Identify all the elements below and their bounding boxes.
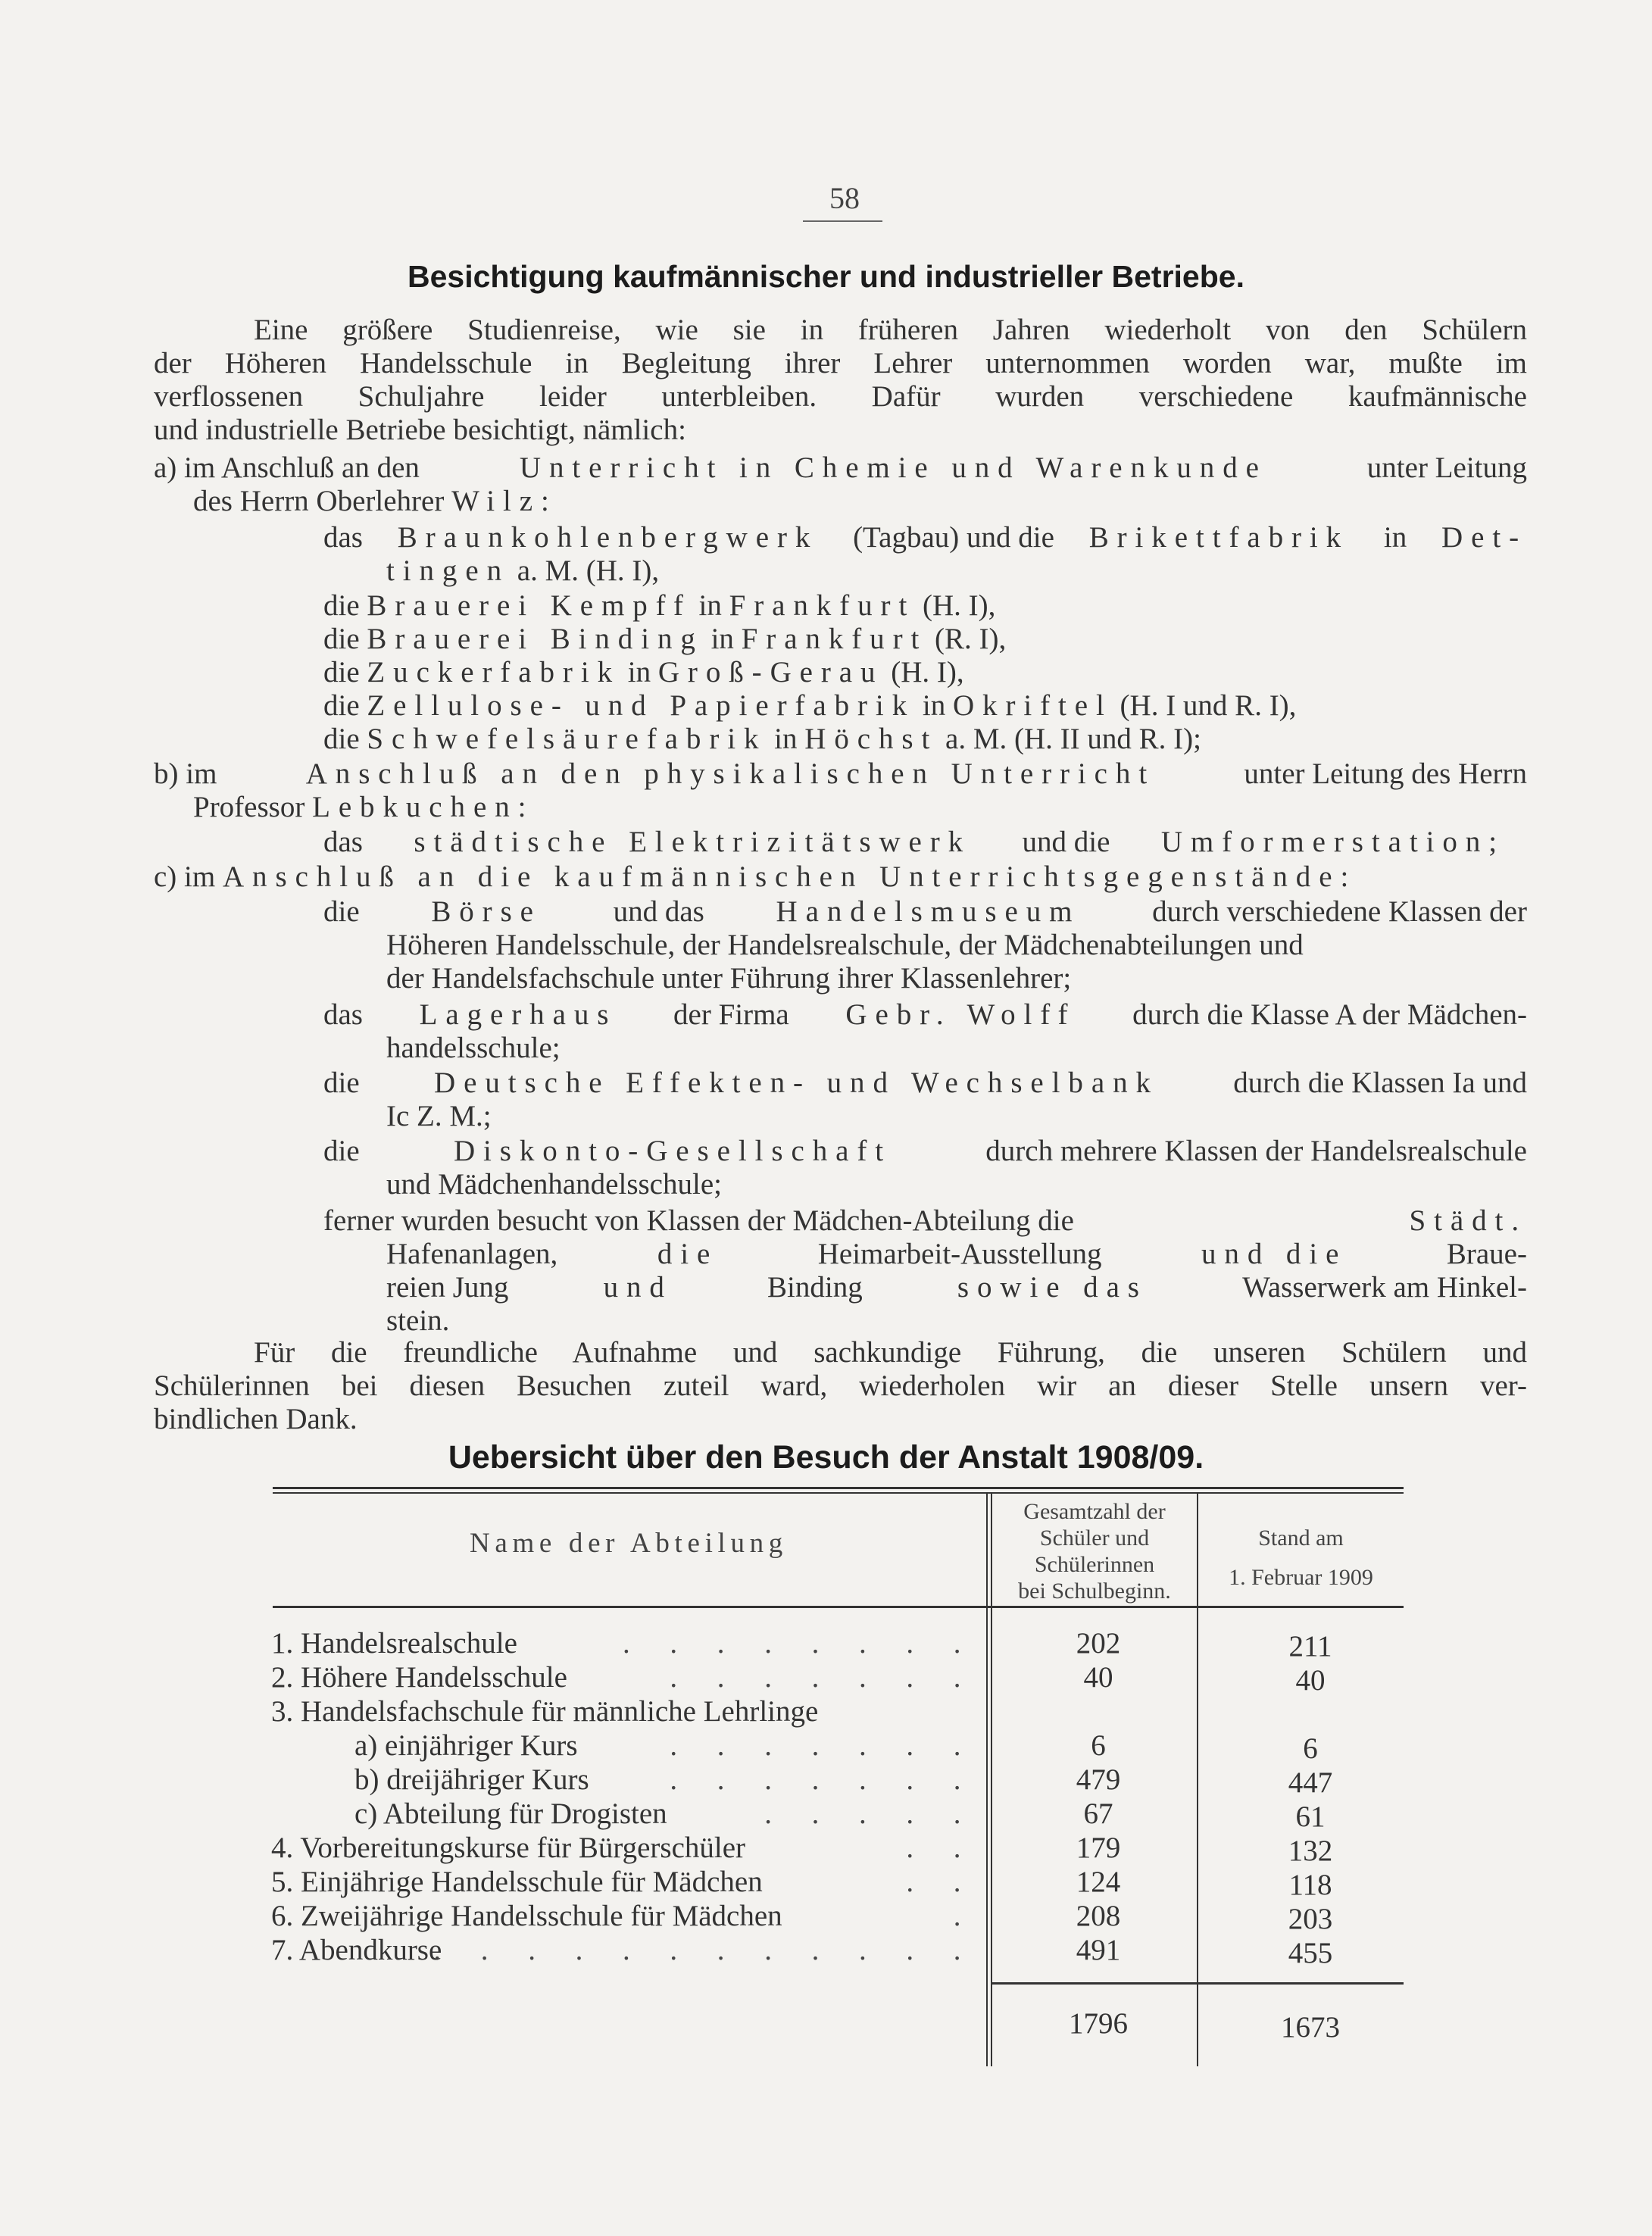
table-cell-start-count: 491 — [1076, 1934, 1121, 1966]
spaced-name: sowie das — [957, 1271, 1148, 1304]
section-b-subject: Anschluß an den physikalischen Unterricht — [305, 757, 1156, 790]
text-segment: das — [323, 998, 363, 1031]
text-segment: Wasserwerk am Hinkel- — [1242, 1271, 1527, 1304]
table-row-leader-dots: . . — [906, 1866, 977, 1898]
item-post: a. M. (H. I), — [517, 554, 660, 587]
text-segment: und Mädchenhandelsschule; — [386, 1168, 722, 1201]
section-c-item-line — [323, 1066, 1527, 1100]
text-segment: die — [323, 1135, 360, 1167]
text-segment: handelsschule; — [386, 1032, 561, 1064]
text-segment: Braue- — [1446, 1238, 1527, 1270]
section-a-item-6 — [323, 723, 1201, 756]
item-name: Brauerei Binding — [367, 623, 704, 655]
item-place: Höchst — [804, 723, 938, 755]
table-row-label: 2. Höhere Handelsschule — [271, 1661, 567, 1694]
spaced-name: Diskonto-Gesellschaft — [453, 1135, 892, 1167]
item-pre: das — [323, 826, 363, 858]
table-row-label: 6. Zweijährige Handelsschule für Mädchen — [271, 1900, 782, 1932]
table-row-label: 4. Vorbereitungskurse für Bürgerschüler — [271, 1832, 746, 1864]
item-post: (H. I), — [891, 656, 964, 689]
table-row-leader-dots: . . . . . . . . — [623, 1627, 977, 1660]
item-post: (R. I), — [935, 623, 1007, 655]
section-a-item-5 — [323, 689, 1296, 723]
col2-header-line: Gesamtzahl der — [1023, 1499, 1166, 1524]
table-row-leader-dots: . . . . . — [764, 1797, 977, 1830]
table-cell-feb-count: 6 — [1303, 1732, 1318, 1765]
item-post: in — [1383, 521, 1407, 554]
table-row-leader-dots: . — [953, 1900, 977, 1932]
table-cell-start-count: 6 — [1091, 1729, 1106, 1762]
section-b-teacher: Lebkuchen: — [312, 791, 535, 823]
text-segment: durch die Klassen Ia und — [1233, 1066, 1527, 1099]
page-number-rule — [803, 220, 882, 222]
section-c-item-line — [386, 1271, 1527, 1304]
section-a-subject: Unterricht in Chemie und Warenkunde — [519, 451, 1267, 484]
item-name-2: Brikettfabrik — [1088, 521, 1350, 554]
section-c-item-line — [323, 895, 1527, 929]
text-segment: ferner wurden besucht von Klassen der Mädchen-Abteilung die — [323, 1204, 1074, 1237]
text-segment: die — [323, 1066, 360, 1099]
closing-line-1: Für die freundliche Aufnahme und sachkundige Führung, die unseren Schülern und — [254, 1336, 1527, 1369]
text-segment: Höheren Handelsschule, der Handelsrealschule, der Mädchenabteilungen und — [386, 929, 1304, 961]
item-mid: in — [922, 689, 946, 722]
item-mid: in — [710, 623, 734, 655]
section-a-pre: a) im Anschluß an den — [154, 451, 420, 484]
section-c-item-line — [386, 1168, 722, 1201]
table-cell-start-count: 208 — [1076, 1900, 1121, 1932]
table-top-rule-2 — [273, 1492, 1404, 1494]
item-pre: die — [323, 723, 360, 755]
text-segment: der Firma — [673, 998, 789, 1031]
table-cell-start-count: 202 — [1076, 1627, 1121, 1660]
section-a-line-2 — [193, 485, 557, 518]
table-cell-start-count: 179 — [1076, 1832, 1121, 1864]
section-b-post: unter Leitung des Herrn — [1244, 757, 1527, 790]
section-b-line-1 — [154, 757, 1527, 791]
section-c-item-line — [386, 929, 1527, 962]
text-segment: Binding — [767, 1271, 863, 1304]
item-post: (H. I), — [922, 589, 996, 622]
table-title: Uebersicht über den Besuch der Anstalt 1908/09. — [448, 1439, 1204, 1476]
item-name: Braunkohlenbergwerk — [397, 521, 819, 554]
col-rule-1a — [986, 1494, 988, 2066]
table-cell-feb-count: 455 — [1288, 1937, 1333, 1969]
section-c-item-line — [386, 1304, 449, 1338]
item-mid: in — [774, 723, 798, 755]
table-cell-start-count: 124 — [1076, 1866, 1121, 1898]
item-pre: die — [323, 623, 360, 655]
spaced-name: Städt. — [1409, 1204, 1527, 1237]
table-cell-start-count: 479 — [1076, 1763, 1121, 1796]
text-segment: durch mehrere Klassen der Handelsrealschule — [985, 1135, 1527, 1167]
section-a-item-4 — [323, 656, 964, 689]
table-row-label: 3. Handelsfachschule für männliche Lehrlinge — [271, 1695, 819, 1728]
table-cell-feb-count: 118 — [1288, 1869, 1332, 1901]
text-segment: durch die Klasse A der Mädchen- — [1132, 998, 1527, 1031]
table-row-label: a) einjähriger Kurs — [354, 1729, 578, 1762]
table-row-label: 5. Einjährige Handelsschule für Mädchen — [271, 1866, 763, 1898]
section-c-pre: c) im — [154, 860, 216, 893]
item-mid: und die — [1022, 826, 1110, 858]
item-name: städtische Elektrizitätswerk — [414, 826, 972, 858]
item-place: tingen — [386, 554, 511, 587]
section-a-item-1-cont — [386, 554, 659, 588]
section-b-teacher-pre: Professor — [193, 791, 305, 823]
spaced-name: Lagerhaus — [419, 998, 617, 1031]
table-cell-feb-count: 132 — [1288, 1835, 1333, 1867]
spaced-name: und — [603, 1271, 673, 1304]
section-a-line-1 — [154, 451, 1527, 485]
item-place: Frankfurt — [741, 623, 928, 655]
intro-line-4: und industrielle Betriebe besichtigt, nämlich: — [154, 414, 686, 446]
col-header-stand — [1198, 1519, 1404, 1597]
section-c-item-line — [323, 998, 1527, 1032]
closing-line-3: bindlichen Dank. — [154, 1403, 358, 1435]
table-cell-start-count: 67 — [1083, 1797, 1113, 1830]
col-header-name: Name der Abteilung — [470, 1528, 788, 1559]
item-name: Zuckerfabrik — [367, 656, 620, 689]
section-c-item-line — [386, 1238, 1527, 1271]
section-heading-visits: Besichtigung kaufmännischer und industrieller Betriebe. — [408, 259, 1244, 294]
table-row-label: b) dreijähriger Kurs — [354, 1763, 589, 1796]
item-pre: die — [323, 656, 360, 689]
section-c-item-line — [323, 1204, 1527, 1238]
spaced-name: Deutsche Effekten- und Wechselbank — [434, 1066, 1159, 1099]
text-segment: stein. — [386, 1304, 450, 1337]
section-a-item-1 — [323, 521, 1527, 554]
text-segment: Ic Z. M.; — [386, 1100, 492, 1132]
section-b-line-2 — [193, 791, 534, 824]
section-b-pre: b) im — [154, 757, 217, 790]
table-top-rule — [273, 1487, 1404, 1489]
table-cell-feb-count: 447 — [1288, 1766, 1333, 1799]
header-bottom-rule — [273, 1606, 1404, 1608]
item-pre: die — [323, 589, 360, 622]
item-post: (H. I und R. I), — [1120, 689, 1297, 722]
spaced-name: Gebr. Wolff — [845, 998, 1076, 1031]
spaced-name: und die — [1201, 1238, 1348, 1270]
total-value-start: 1796 — [1069, 2007, 1128, 2040]
item-pre: die — [323, 689, 360, 722]
item-place: Det- — [1441, 521, 1527, 554]
section-c-subject: Anschluß an die kaufmännischen Unterrichtsgegenstände: — [222, 860, 1357, 893]
intro-line-1: Eine größere Studienreise, wie sie in früheren Jahren wiederholt von den Schülern — [254, 314, 1527, 346]
table-cell-feb-count: 61 — [1295, 1800, 1326, 1833]
section-c-item-line — [323, 1135, 1527, 1168]
text-segment: Heimarbeit-Ausstellung — [817, 1238, 1102, 1270]
col2-header-line: bei Schulbeginn. — [1018, 1579, 1171, 1604]
text-segment: und das — [613, 895, 704, 928]
total-value-feb: 1673 — [1281, 2011, 1340, 2044]
intro-line-3: verflossenen Schuljahre leider unterbleiben. Dafür wurden verschiedene kaufmännische — [154, 380, 1527, 413]
section-a-item-3 — [323, 623, 1006, 656]
text-segment: der Handelsfachschule unter Führung ihrer Klassenlehrer; — [386, 962, 1072, 995]
col2-header-line: Schüler und — [1039, 1526, 1150, 1551]
table-cell-feb-count: 211 — [1288, 1630, 1332, 1663]
spaced-name: die — [657, 1238, 719, 1270]
table-cell-start-count: 40 — [1083, 1661, 1113, 1694]
item-place: Frankfurt — [729, 589, 916, 622]
item-post: a. M. (H. II und R. I); — [945, 723, 1201, 755]
table-row-label: 1. Handelsrealschule — [271, 1627, 517, 1660]
col3-header-line: 1. Februar 1909 — [1229, 1565, 1373, 1590]
total-rule — [992, 1982, 1404, 1985]
table-cell-feb-count: 40 — [1295, 1664, 1326, 1697]
table-row-leader-dots: . . . . . . . — [670, 1729, 977, 1762]
item-mid: (Tagbau) und die — [853, 521, 1054, 554]
item-name: Brauerei Kempff — [367, 589, 692, 622]
item-pre: das — [323, 521, 363, 554]
section-c-item-line — [386, 1100, 492, 1133]
item-name-2: Umformerstation; — [1160, 826, 1505, 858]
item-place: Okriftel — [952, 689, 1113, 722]
table-cell-feb-count: 203 — [1288, 1903, 1333, 1935]
col3-header-line: Stand am — [1258, 1526, 1344, 1551]
text-segment: durch verschiedene Klassen der — [1152, 895, 1527, 928]
spaced-name: Börse — [431, 895, 542, 928]
intro-line-2: der Höheren Handelsschule in Begleitung ihrer Lehrer unternommen worden war, mußte im — [154, 347, 1527, 379]
table-row-label: c) Abteilung für Drogisten — [354, 1797, 667, 1830]
table-row-leader-dots: . . . . . . . — [670, 1661, 977, 1694]
text-segment: Hafenanlagen, — [386, 1238, 558, 1270]
item-name: Schwefelsäurefabrik — [367, 723, 767, 755]
section-a-teacher-pre: des Herrn Oberlehrer — [193, 485, 445, 517]
col-header-total — [992, 1498, 1197, 1604]
item-name: Zellulose- und Papierfabrik — [367, 689, 916, 722]
closing-line-2: Schülerinnen bei diesen Besuchen zuteil ward, wiederholen wir an dieser Stelle unsern ver- — [154, 1369, 1527, 1402]
section-a-teacher: Wilz: — [451, 485, 557, 517]
col2-header-line: Schülerinnen — [1034, 1552, 1155, 1577]
table-row-leader-dots: . . . . . . . . . . . . — [433, 1934, 977, 1966]
section-b-item — [323, 826, 1505, 859]
table-row-leader-dots: . . — [906, 1832, 977, 1864]
table-row-label: 7. Abendkurse — [271, 1934, 442, 1966]
spaced-name: Handelsmuseum — [776, 895, 1081, 928]
item-place: Groß-Gerau — [657, 656, 884, 689]
table-row-leader-dots: . . . . . . . — [670, 1763, 977, 1796]
section-c-item-line — [386, 1032, 561, 1065]
section-a-item-2 — [323, 589, 995, 623]
section-c-item-line — [386, 962, 1071, 995]
page-number: 58 — [829, 181, 860, 215]
section-a-post: unter Leitung — [1366, 451, 1527, 484]
text-segment: reien Jung — [386, 1271, 509, 1304]
section-c-line-1 — [154, 860, 1357, 894]
item-mid: in — [698, 589, 722, 622]
text-segment: die — [323, 895, 360, 928]
item-mid: in — [627, 656, 651, 689]
